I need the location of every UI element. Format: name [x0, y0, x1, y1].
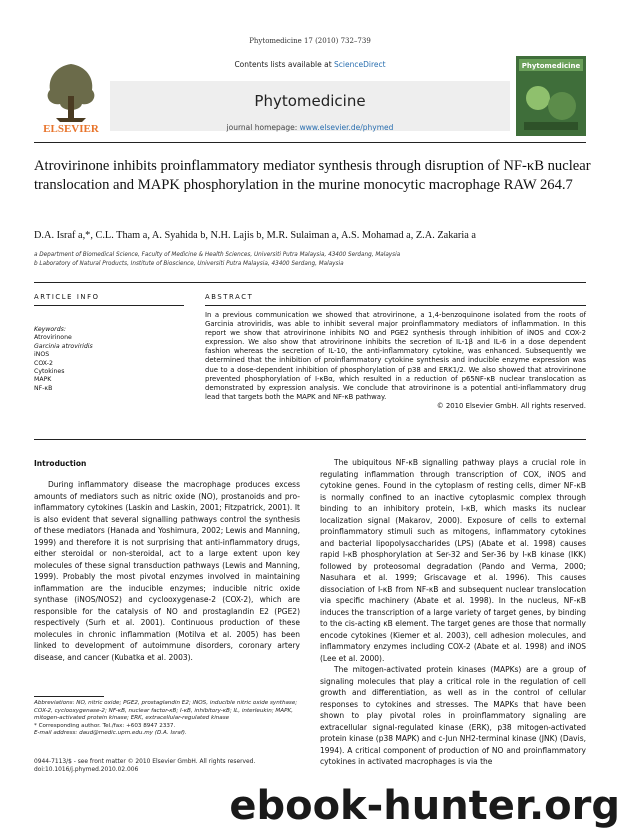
keyword: Garcinia atroviridis — [34, 342, 93, 350]
homepage-line — [150, 123, 470, 132]
email-footnote: E-mail address: daud@medic.upm.edu.my (D.A. Israf). — [34, 730, 187, 737]
svg-text:ELSEVIER: ELSEVIER — [43, 123, 99, 135]
journal-cover-thumbnail — [516, 56, 586, 136]
homepage-link[interactable]: www.elsevier.de/phymed — [299, 123, 394, 132]
left-column — [34, 479, 300, 663]
journal-name: Phytomedicine — [254, 92, 366, 110]
abstract-copyright: © 2010 Elsevier GmbH. All rights reserved. — [436, 401, 586, 410]
affiliation-b: b Laboratory of Natural Products, Institute of Bioscience, Universiti Putra Malaysia, 43400 Serdang, Malaysia — [34, 261, 344, 267]
abbreviations-footnote: Abbreviations: NO, nitric oxide; PGE2, prostaglandin E2; iNOS, inducible nitric oxide synthase; COX-2, cyclooxygenase-2; NF-κB, nuclear factor-κB; I-κB, inhibitory-κB; IL, interleukin; MAPK, mitogen-activated protein kinase; ERK, extracellular-regulated kinase — [34, 700, 298, 722]
homepage-prefix: journal homepage: — [226, 123, 300, 132]
intro-paragraph-1: During inflammatory disease the macrophage produces excess amounts of mediators such as nitric oxide (NO), prostanoids and pro-inflammatory cytokines (Laskin and Laskin, 2001; Fitzpatrick, 2001). It is also evident that several signalling pathways control the synthesis of these mediators (Hanada and Yoshimura, 2002; Lewis and Manning, 1999) and therefore it is not surprising that anti-inflammatory drugs, either steroidal or non-steroidal, act to a large extent upon key molecules of these signal transduction pathways (Lewis and Manning, 1999). Probably the most pivotal enzymes involved in maintaining inflammation are the inducible enzymes; inducible nitric oxide synthase (iNOS/NOS2) and cyclooxygenase-2 (COX-2), which are responsible for the catalysis of NO and prostaglandin E2 (PGE2) respectively (Surh et al. 2001). Continuous production of these molecules in chronic inflammation (Motilva et al. 2005) has been linked to development of autoimmune disorders, coronary artery disease, and cancer (Kubatka et al. 2003). — [34, 480, 300, 662]
affiliation-a: a Department of Biomedical Science, Faculty of Medicine & Health Sciences, Universiti Putra Malaysia, 43400 Serdang, Malaysia — [34, 252, 401, 258]
intro-paragraph-3: The mitogen-activated protein kinases (MAPKs) are a group of signaling molecules that play a critical role in the regulation of cell growth and differentiation, as well as in the control of cellular responses to cytokines and stresses. The MAPKs that have been shown to play pivotal roles in proinflammatory signaling are extracellular signal-regulated kinase (ERK), p38 mitogen-activated protein kinase (p38 MAPK) and c-Jun NH2-terminal kinase (JNK) (Davis, 1994). A critical component of production of NO and proinflammatory cytokines in activated macrophages is via the — [320, 665, 586, 766]
footnote-rule — [34, 696, 104, 697]
keyword: Cytokines — [34, 368, 65, 376]
keyword: NF-κB — [34, 384, 53, 392]
keyword: COX-2 — [34, 359, 53, 367]
article-info-rule — [34, 305, 184, 306]
issn-block — [34, 758, 334, 774]
contents-line — [150, 60, 470, 69]
abstract-text: In a previous communication we showed that atrovirinone, a 1,4-benzoquinone isolated from the roots of Garcinia atroviridis, was able to inhibit several major proinflammatory mediators of inflammation. In this report we show that atrovirinone inhibits NO and PGE2 synthesis through inhibition of iNOS and COX-2 expression. We also show that atrovirinone inhibits the secretion of IL-1β and IL-6 in a dose dependent fashion whereas the secretion of IL-10, the anti-inflammatory cytokine, was enhanced. Subsequently we determined that the inhibition of proinflammatory cytokine synthesis and inducible enzyme expression was due to a dose-dependent inhibition of phosphorylation of p38 and ERK1/2. We also showed that atrovirinone prevented phosphorylation of I-κBα, which resulted in a reduction of p65NF-κB nuclear translocation as demonstrated by expression analysis. We conclude that atrovirinone is a potential anti-inflammatory drug lead that targets both the MAPK and NF-κB pathway. — [205, 311, 586, 401]
abstract-divider — [34, 439, 586, 440]
issn-line: 0944-7113/$ - see front matter © 2010 Elsevier GmbH. All rights reserved. — [34, 759, 256, 765]
author-list: D.A. Israf a,*, C.L. Tham a, A. Syahida b, N.H. Lajis b, M.R. Sulaiman a, A.S. Mohamad a, Z.A. Zakaria a — [34, 230, 476, 241]
journal-citation: Phytomedicine 17 (2010) 732–739 — [249, 37, 371, 45]
header-divider — [34, 142, 586, 143]
keyword: MAPK — [34, 376, 52, 384]
abstract-rule — [205, 305, 586, 306]
abstract-heading: ABSTRACT — [205, 293, 254, 301]
abstract-block — [205, 311, 586, 411]
elsevier-logo — [36, 56, 106, 136]
keyword: iNOS — [34, 351, 50, 359]
keywords-label: Keywords: — [34, 326, 66, 333]
corresponding-author-footnote: * Corresponding author. Tel./fax: +603 8947 2337. — [34, 722, 176, 729]
article-info-heading: ARTICLE INFO — [34, 293, 100, 301]
article-title: Atrovirinone inhibits proinflammatory mediator synthesis through disruption of NF-κB nuclear translocation and MAPK phosphorylation in the murine monocytic macrophage RAW 264.7 — [34, 158, 591, 193]
svg-text:Phytomedicine: Phytomedicine — [521, 62, 581, 70]
keywords-list — [34, 326, 184, 393]
introduction-heading: Introduction — [34, 459, 87, 468]
doi-line[interactable]: doi:10.1016/j.phymed.2010.02.006 — [34, 767, 139, 773]
intro-paragraph-2: The ubiquitous NF-κB signalling pathway plays a crucial role in regulating inflammation through transcription of COX, iNOS and cytokine genes. Found in the cytoplasm of resting cells, dimer NF-κB is normally confined to an inactive cytoplasmic complex through binding to an inhibitory protein, I-κB, which masks its nuclear localization signal (Makarov, 2000). Exposure of cells to external proinflammatory stimuli such as mitogens, inflammatory cytokines and bacterial lipopolysaccharides (LPS) (Abate et al. 1998) causes rapid I-κB phosphorylation at Ser-32 and Ser-36 by I-κB kinase (IKK) followed by proteosomal degradation (Pando and Verma, 2000; Nasuhara et al. 1999; Griscavage et al. 1996). This causes dissociation of I-κB from NF-κB and subsequent nuclear translocation via specific machinery (Abate et al. 1998). In the nucleus, NF-κB induces the transcription of a large variety of target genes, by binding to the cis-acting κB element. The target genes are those that normally encode cytokines (Kiemer et al. 2003), cell adhesion molecules, and inflammatory enzymes including COX-2 (Abate et al. 1998) and iNOS (Lee et al. 2000). — [320, 458, 586, 663]
contents-prefix: Contents lists available at — [234, 60, 335, 69]
sciencedirect-link[interactable]: ScienceDirect — [334, 60, 386, 69]
right-column — [320, 457, 586, 768]
keyword: Atrovirinone — [34, 334, 72, 342]
affiliation-divider — [34, 282, 586, 283]
footnotes — [34, 700, 300, 738]
watermark: ebook-hunter.org — [229, 783, 620, 829]
